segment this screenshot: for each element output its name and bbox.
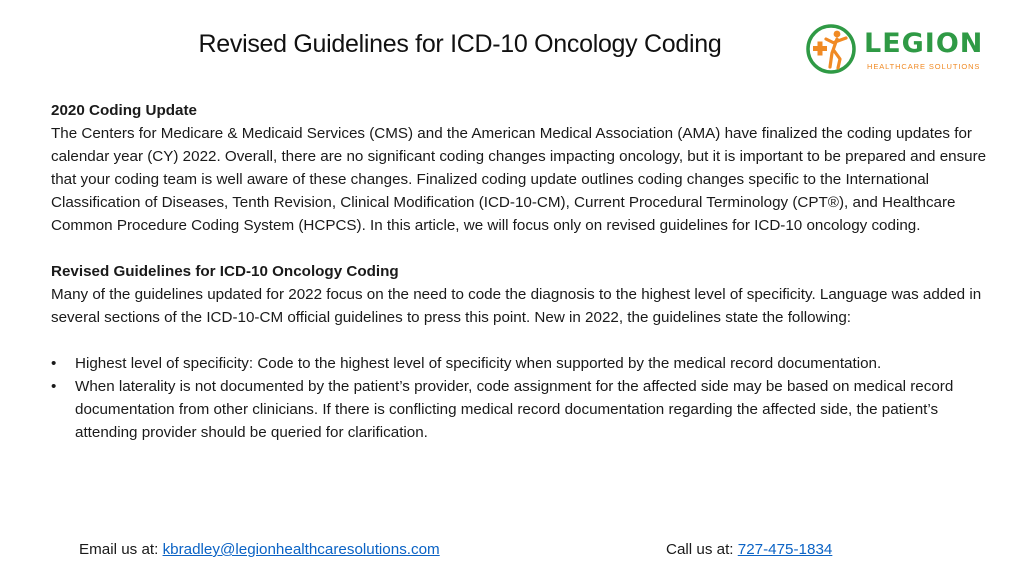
- section-heading-update: 2020 Coding Update: [51, 102, 197, 119]
- section-body-revised: Many of the guidelines updated for 2022 focus on the need to code the diagnosis to the highest level of specificity. Language was added in several sections of the ICD-10-CM official guidelines to press this point. New in 2022, the guidelines state the following:: [51, 286, 982, 326]
- bullet-icon: •: [51, 378, 57, 395]
- bullet-item: [51, 375, 996, 444]
- phone-label: Call us at:: [666, 541, 738, 558]
- logo-tagline: HEALTHCARE SOLUTIONS: [867, 62, 981, 71]
- bullet-icon: •: [51, 355, 57, 372]
- bullet-item: [51, 352, 996, 375]
- footer-phone: [666, 538, 832, 561]
- paragraph-spacer: [51, 237, 996, 260]
- bullet-text: Highest level of specificity: Code to the highest level of specificity when supported by the medical record documentation.: [75, 355, 882, 372]
- guideline-bullet-list: [51, 352, 996, 444]
- logo-wordmark: LEGION: [864, 28, 984, 59]
- email-link[interactable]: kbradley@legionhealthcaresolutions.com: [162, 541, 440, 558]
- email-label: Email us at:: [79, 541, 163, 558]
- phone-link[interactable]: 727-475-1834: [737, 541, 833, 558]
- slide-title: Revised Guidelines for ICD-10 Oncology Coding: [198, 30, 722, 58]
- bullet-text: When laterality is not documented by the patient’s provider, code assignment for the affected side may be based on medical record documentation from other clinicians. If there is conflicting medical record documentation regarding the affected side, the patient’s attending provider should be queried for clarification.: [75, 378, 954, 441]
- legion-logo: [804, 22, 994, 82]
- legion-logo-mark-icon: [804, 22, 858, 76]
- paragraph-spacer: [51, 329, 996, 352]
- section-heading-revised: Revised Guidelines for ICD-10 Oncology Coding: [51, 263, 399, 280]
- section-body-update: The Centers for Medicare & Medicaid Services (CMS) and the American Medical Association (AMA) have finalized the coding updates for calendar year (CY) 2022. Overall, there are no significant coding changes impacting oncology, but it is important to be prepared and ensure that your coding team is well aware of these changes. Finalized coding update outlines coding changes specific to the International Classification of Diseases, Tenth Revision, Clinical Modification (ICD-10-CM), Current Procedural Terminology (CPT®), and Healthcare Common Procedure Coding System (HCPCS). In this article, we will focus only on revised guidelines for ICD-10 oncology coding.: [51, 125, 987, 234]
- footer-email: [79, 538, 440, 561]
- article-content: [51, 99, 996, 444]
